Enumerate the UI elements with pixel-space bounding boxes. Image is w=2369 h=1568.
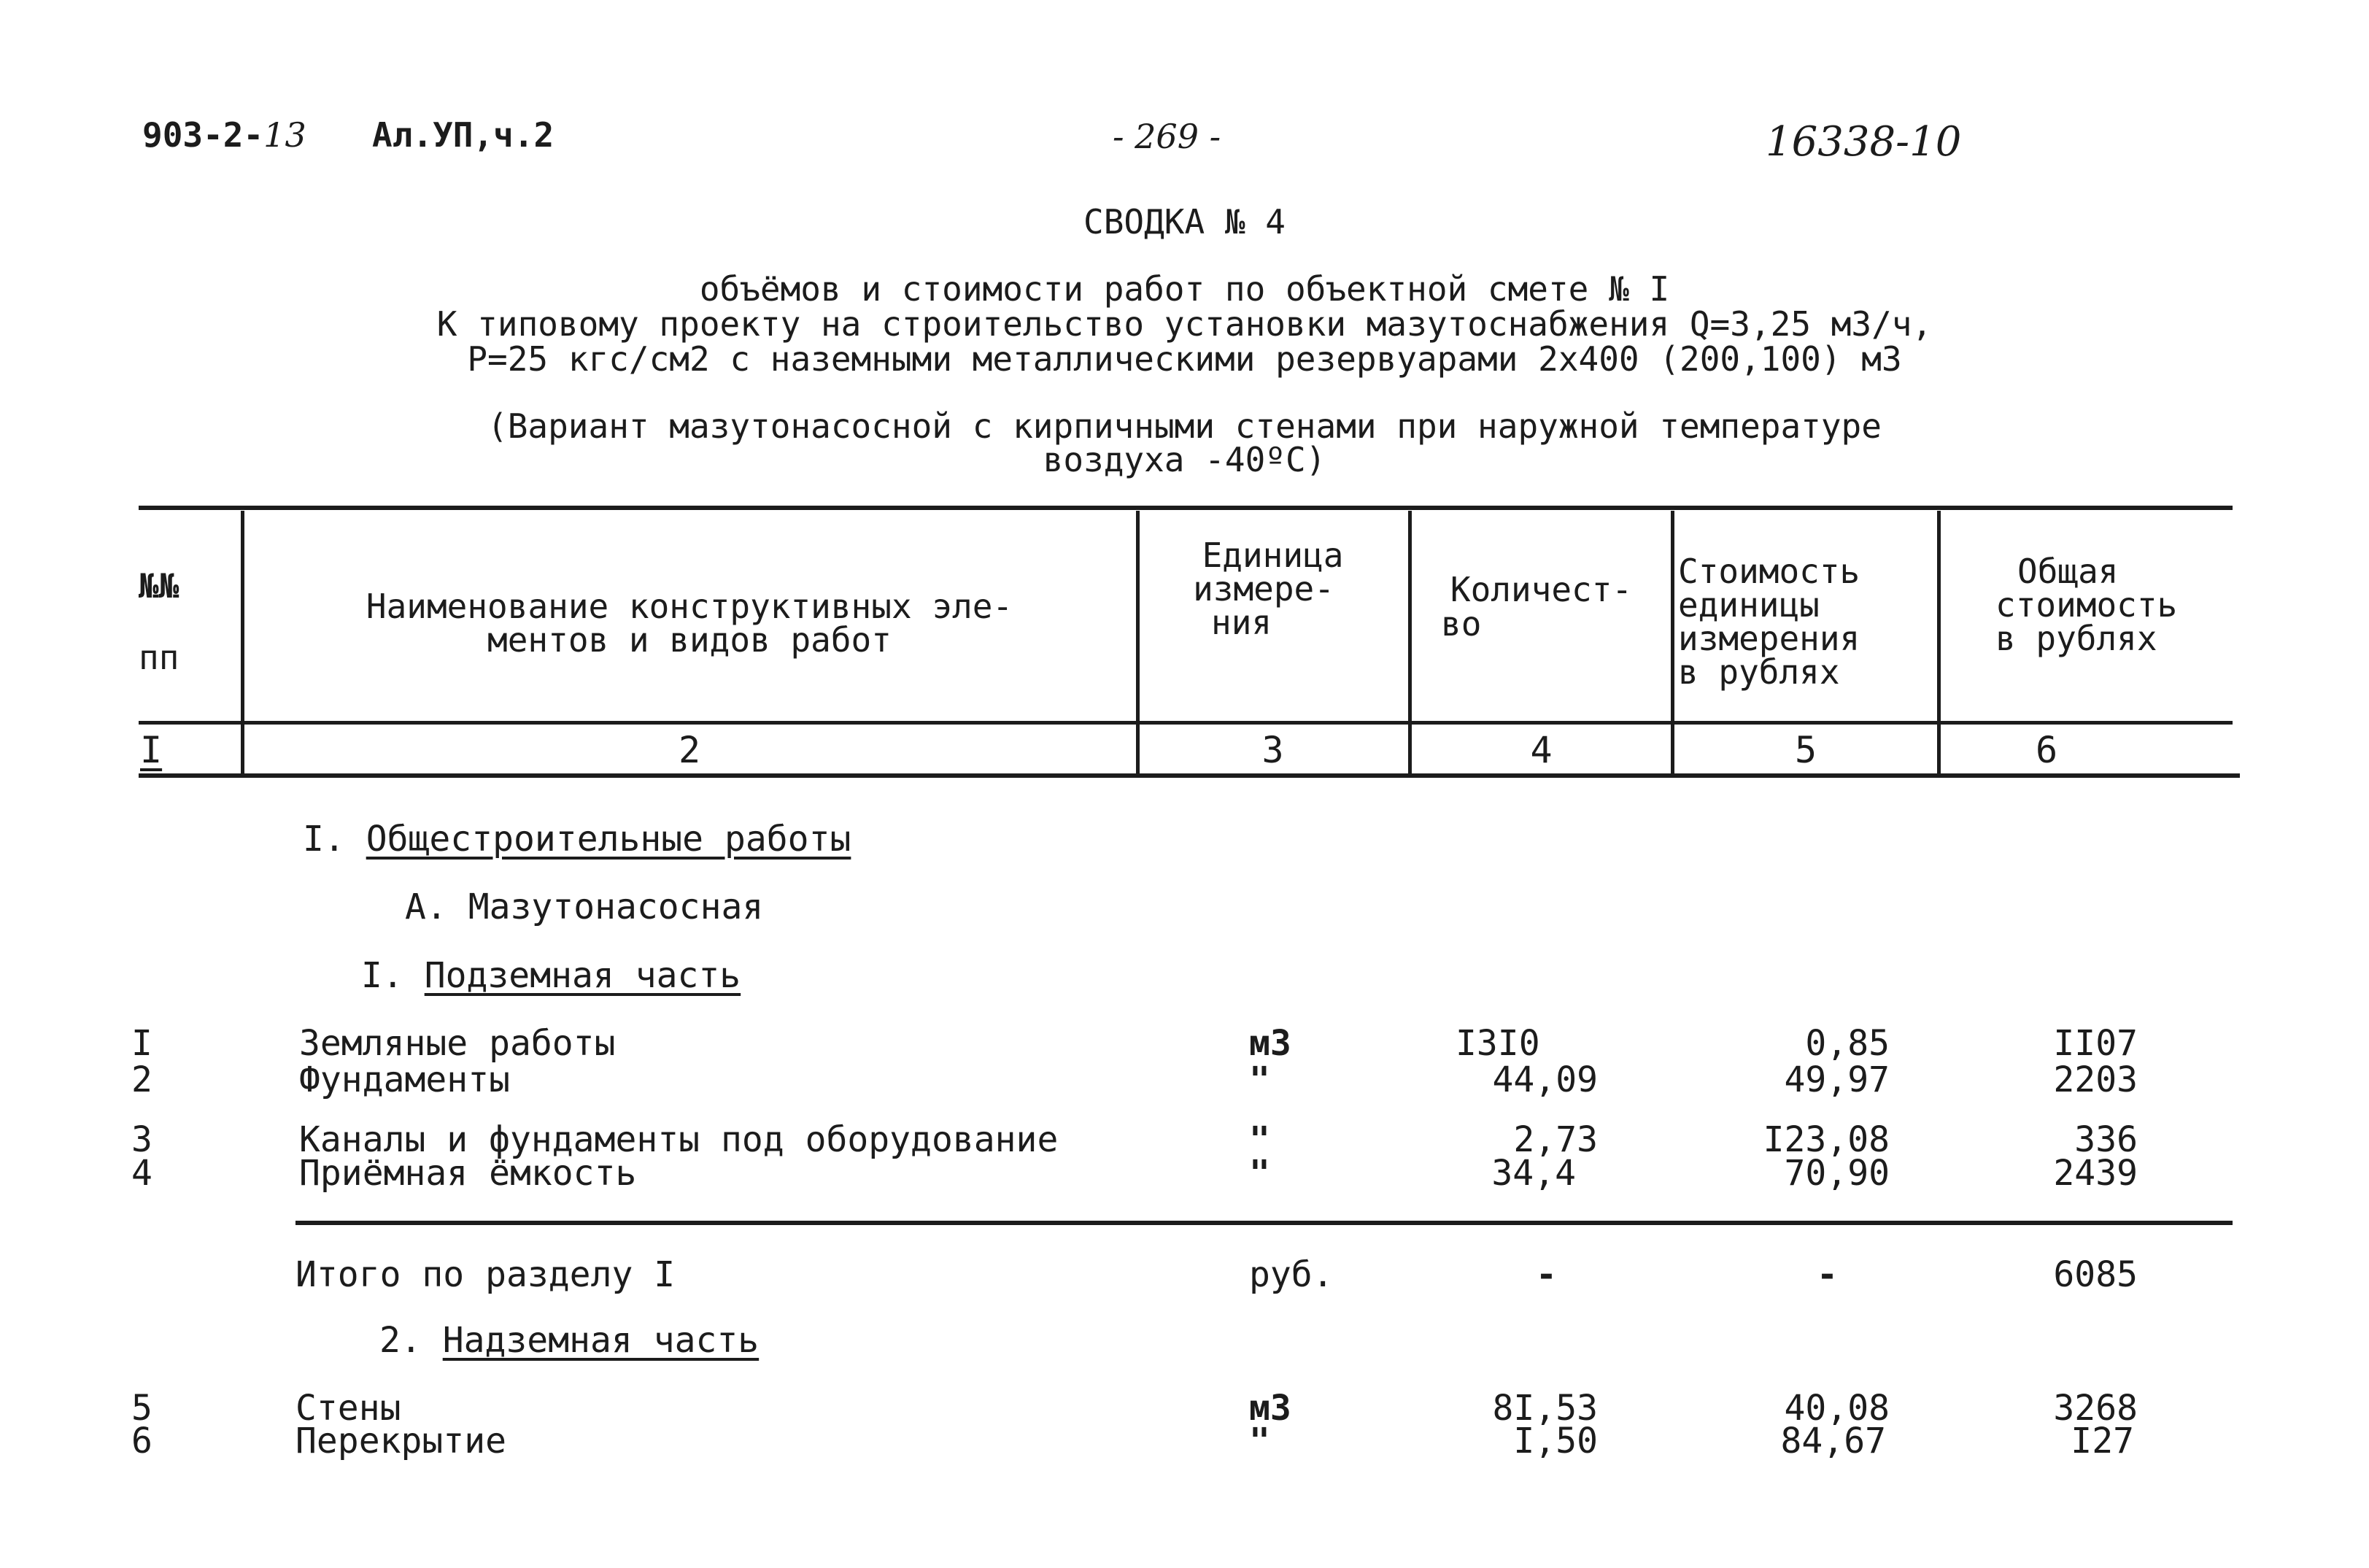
row-quantity: 34,4: [1491, 1153, 1576, 1194]
row-total: 3268: [2053, 1388, 2138, 1429]
section-heading-1: [303, 819, 851, 860]
header-name-a: Наименование конструктивных эле-: [366, 587, 1013, 626]
row-unit-price: 40,08: [1784, 1388, 1890, 1429]
column-number-3: 3: [1261, 729, 1284, 771]
row-name: Приёмная ёмкость: [299, 1153, 637, 1194]
row-unit: ": [1249, 1059, 1270, 1100]
row-quantity: 8I,53: [1492, 1388, 1598, 1429]
subtotal-unit-price: -: [1817, 1254, 1838, 1295]
subtotal-unit: руб.: [1249, 1254, 1334, 1295]
title-line-3: Р=25 кгс/см2 с наземными металлическими резервуарами 2х400 (200,100) м3: [467, 339, 1902, 379]
part-heading-2: [379, 1322, 759, 1359]
row-unit-price: 84,67: [1780, 1421, 1886, 1461]
variant-line-2: воздуха -40ºС): [1043, 440, 1326, 479]
header-price-b: единицы: [1678, 585, 1820, 625]
header-price-d: в рублях: [1678, 652, 1840, 692]
row-name: Фундаменты: [299, 1059, 510, 1100]
row-name: Стены: [295, 1388, 401, 1429]
header-number-a: №№: [139, 566, 179, 606]
summary-heading: СВОДКА № 4: [1083, 202, 1286, 242]
variant-line-1: (Вариант мазутонасосной с кирпичными стенами при наружной температуре: [487, 406, 1882, 446]
table-header-rule: [139, 721, 2233, 725]
row-total: 2439: [2053, 1153, 2138, 1194]
row-number: 2: [131, 1059, 152, 1100]
row-number: I: [131, 1023, 152, 1064]
row-unit: ": [1249, 1153, 1270, 1194]
row-number: 5: [131, 1388, 152, 1429]
header-unit-b: измере-: [1193, 569, 1334, 609]
row-total: 336: [2074, 1119, 2138, 1160]
section-heading-1-number: I.: [303, 819, 345, 860]
header-qty-a: Количест-: [1450, 570, 1633, 609]
row-quantity: I,50: [1513, 1421, 1598, 1461]
page-number-text: - 269 -: [1113, 117, 1221, 156]
row-number: 6: [131, 1421, 152, 1461]
subsection-heading-a: А. Мазутонасосная: [405, 887, 764, 927]
row-unit-price: 70,90: [1784, 1153, 1890, 1194]
table-number-rule: [139, 773, 2240, 778]
header-total-a: Общая: [2017, 552, 2119, 591]
row-unit: ": [1249, 1421, 1270, 1461]
page-number: [1113, 117, 1221, 156]
document-code-handwritten: 13: [263, 115, 306, 155]
subtotal-quantity: -: [1536, 1254, 1557, 1295]
header-total-c: в рублях: [1995, 619, 2157, 658]
row-quantity: 2,73: [1513, 1119, 1598, 1160]
row-name: Каналы и фундаменты под оборудование: [299, 1119, 1059, 1160]
column-number-1: I: [140, 729, 163, 771]
header-unit-a: Единица: [1202, 536, 1344, 575]
row-unit-price: I23,08: [1763, 1119, 1890, 1160]
header-number-b: пп: [139, 638, 179, 677]
section-heading-1-text: Общестроительные работы: [366, 819, 851, 860]
album-reference: Ал.УП,ч.2: [372, 115, 554, 155]
archive-number: 16338-10: [1766, 118, 1962, 166]
row-quantity: 44,09: [1492, 1059, 1598, 1100]
row-total: II07: [2053, 1023, 2138, 1064]
header-price-a: Стоимость: [1678, 552, 1860, 591]
part-heading-2-text: Надземная часть: [442, 1320, 760, 1361]
row-total: I27: [2071, 1421, 2134, 1461]
part-heading-1-text: Подземная часть: [424, 955, 741, 996]
column-number-5: 5: [1794, 729, 1817, 771]
row-unit: м3: [1249, 1388, 1291, 1429]
header-name-b: ментов и видов работ: [487, 620, 892, 660]
part-heading-2-number: 2.: [379, 1320, 422, 1361]
column-number-4: 4: [1530, 729, 1553, 771]
row-unit: ": [1249, 1119, 1270, 1160]
part-heading-1: [361, 957, 741, 994]
row-unit-price: 49,97: [1784, 1059, 1890, 1100]
row-unit-price: 0,85: [1805, 1023, 1890, 1064]
subtotal-rule: [295, 1221, 2233, 1225]
title-line-2: К типовому проекту на строительство установки мазутоснабжения Q=3,25 м3/ч,: [436, 304, 1933, 344]
column-number-2: 2: [678, 729, 701, 771]
subtotal-total: 6085: [2053, 1254, 2138, 1295]
table-top-rule: [139, 506, 2233, 510]
row-quantity: I3I0: [1456, 1023, 1540, 1064]
document-code: [142, 115, 306, 155]
header-price-c: измерения: [1678, 619, 1860, 658]
row-unit: м3: [1249, 1023, 1291, 1064]
row-number: 3: [131, 1119, 152, 1160]
header-total-b: стоимость: [1995, 585, 2178, 625]
subtotal-label: Итого по разделу I: [295, 1254, 676, 1295]
row-total: 2203: [2053, 1059, 2138, 1100]
row-number: 4: [131, 1153, 152, 1194]
document-code-printed: 903-2-: [142, 115, 264, 155]
part-heading-1-number: I.: [361, 955, 403, 996]
header-qty-b: во: [1441, 604, 1482, 644]
header-unit-c: ния: [1211, 603, 1272, 642]
title-line-1: объёмов и стоимости работ по объектной смете № I: [699, 269, 1670, 309]
column-number-6: 6: [2035, 729, 2058, 771]
row-name: Перекрытие: [295, 1421, 506, 1461]
row-name: Земляные работы: [299, 1023, 616, 1064]
